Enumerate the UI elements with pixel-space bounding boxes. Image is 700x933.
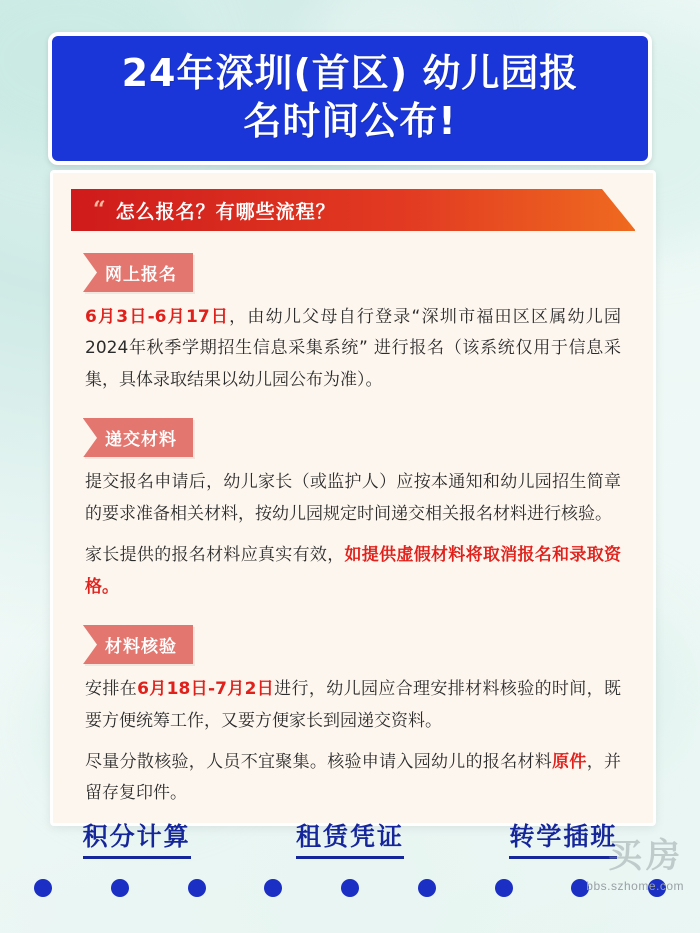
bottom-link-zhuanxue[interactable]: 转学插班 bbox=[509, 817, 617, 859]
watermark-url: bbs.szhome.com bbox=[586, 879, 684, 893]
section-tag-wrap bbox=[71, 253, 635, 292]
content-card-inner bbox=[71, 189, 635, 809]
section-paragraph bbox=[71, 674, 635, 737]
decorative-dot bbox=[571, 879, 589, 897]
body-text: 进行，幼儿园应合理安排材料核验的时间，既要方便统筹工作，又要方便家长到园递交资料。 bbox=[85, 679, 622, 731]
decorative-dot bbox=[341, 879, 359, 897]
title-line-2: 名时间公布! bbox=[243, 98, 457, 143]
highlight-text: 6月3日-6月17日 bbox=[85, 307, 230, 327]
section-paragraph bbox=[71, 747, 635, 810]
bottom-links bbox=[0, 817, 700, 859]
body-text: 尽量分散核验，人员不宜聚集。核验申请入园幼儿的报名材料 bbox=[85, 751, 553, 772]
section-tag: 递交材料 bbox=[83, 418, 193, 457]
watermark-logo-text: 买房 bbox=[608, 837, 684, 875]
body-text: ，并留存复印件。 bbox=[85, 751, 622, 804]
decorative-dot bbox=[188, 879, 206, 897]
section-paragraph bbox=[71, 302, 635, 396]
section-tag: 网上报名 bbox=[83, 253, 193, 292]
section-paragraph bbox=[71, 540, 635, 603]
sections-container bbox=[71, 253, 635, 810]
decorative-dot bbox=[495, 879, 513, 897]
decorative-dot bbox=[111, 879, 129, 897]
bottom-link-zulin[interactable]: 租赁凭证 bbox=[296, 817, 404, 859]
body-text: 提交报名申请后，幼儿家长（或监护人）应按本通知和幼儿园招生简章的要求准备相关材料，按幼儿园规定时间递交相关报名材料进行核验。 bbox=[85, 472, 621, 524]
content-card bbox=[50, 170, 656, 826]
dots-row bbox=[0, 879, 700, 897]
bottom-link-jifen[interactable]: 积分计算 bbox=[83, 817, 191, 859]
section-tag-wrap bbox=[71, 418, 635, 457]
section-tag: 材料核验 bbox=[83, 625, 193, 664]
section-paragraph bbox=[71, 467, 635, 530]
section-tag-wrap bbox=[71, 625, 635, 664]
decorative-dot bbox=[264, 879, 282, 897]
body-text: 安排在 bbox=[85, 679, 138, 700]
highlight-text: 6月18日-7月2日 bbox=[137, 679, 275, 700]
highlight-text: 原件 bbox=[552, 751, 587, 772]
body-text: 家长提供的报名材料应真实有效， bbox=[85, 545, 345, 566]
section-header-ribbon bbox=[71, 189, 635, 231]
title-banner bbox=[48, 32, 652, 165]
decorative-dot bbox=[648, 879, 666, 897]
title-line-1: 24年深圳(首区) 幼儿园报 bbox=[121, 51, 579, 95]
highlight-text: 如提供虚假材料将取消报名和录取资格。 bbox=[85, 545, 621, 597]
ribbon-title: 怎么报名？有哪些流程？ bbox=[115, 200, 336, 223]
quote-mark-icon: “ bbox=[93, 197, 106, 223]
body-text: ，由幼儿父母自行登录“深圳市福田区区属幼儿园2024年秋季学期招生信息采集系统” 进行报名（该系统仅用于信息采集，具体录取结果以幼儿园公布为准）。 bbox=[85, 307, 622, 390]
decorative-dot bbox=[34, 879, 52, 897]
decorative-dot bbox=[418, 879, 436, 897]
